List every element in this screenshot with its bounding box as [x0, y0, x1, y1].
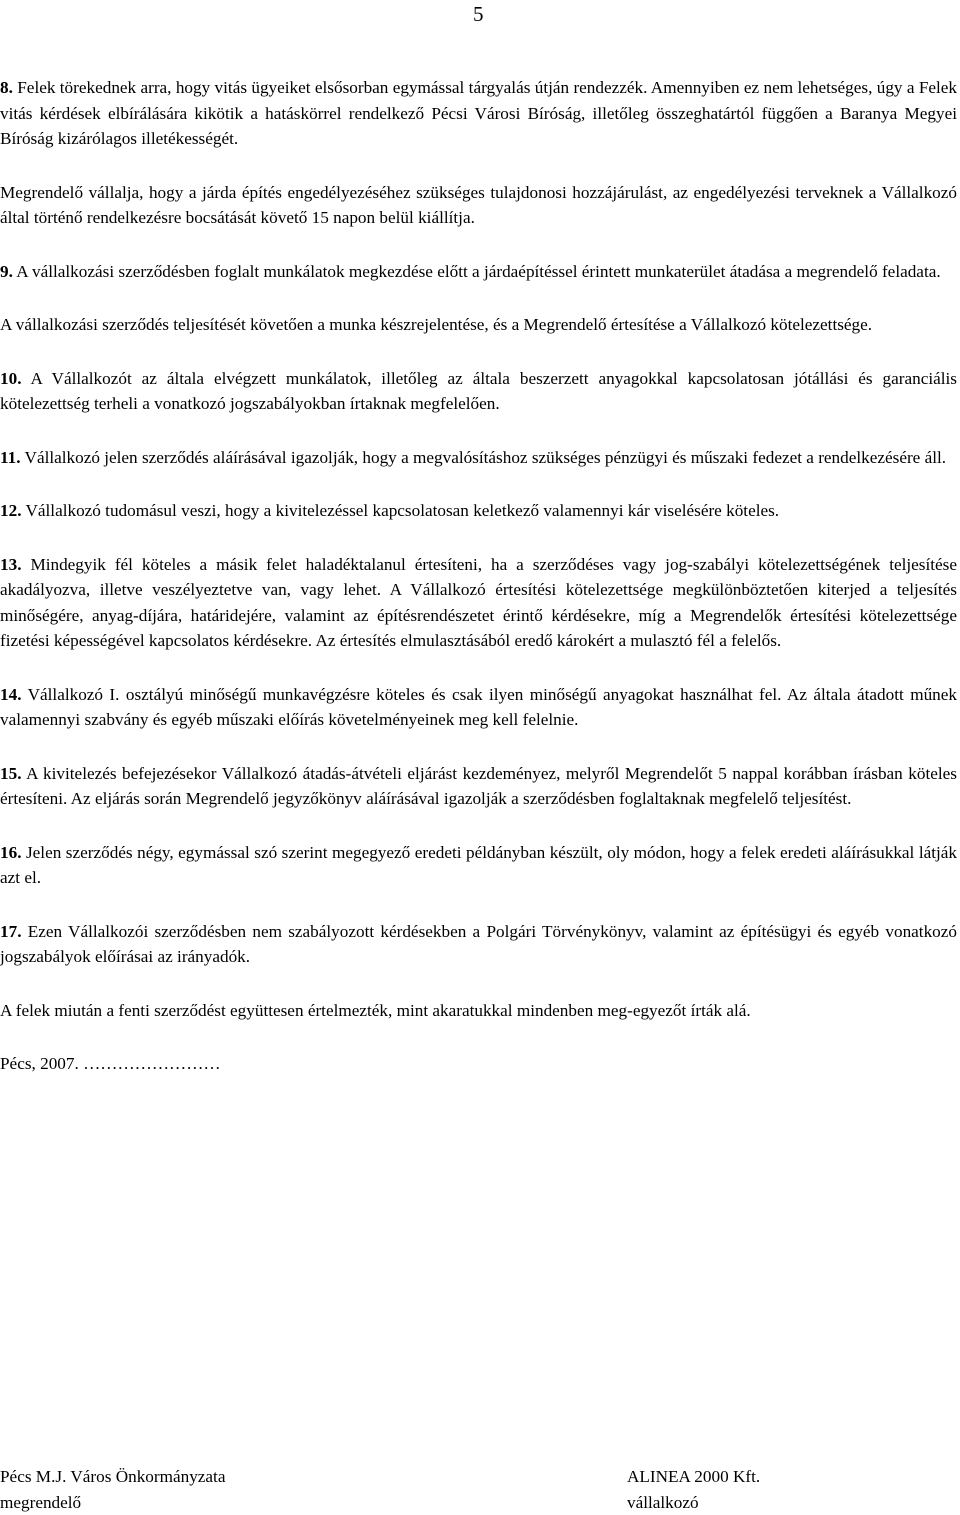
paragraph-17 — [0, 919, 957, 970]
clause-number: 16. — [0, 843, 21, 862]
clause-number: 13. — [0, 555, 21, 574]
paragraph-text: Vállalkozó tudomásul veszi, hogy a kivitelezéssel kapcsolatosan keletkező valamennyi kár viselésére köteles. — [25, 501, 779, 520]
paragraph-text: Mindegyik fél köteles a másik felet haladéktalanul értesíteni, ha a szerződéses vagy jog-szabályi kötelezettségének teljesítése akadályozva, illetve veszélyeztetve van, vagy lehet. A Vállalkozó értesítési kötelezettsége megkülönböztetően kiterjed a teljesítés minőségére, anyag-díjára, határidejére, valamint az építésrendészetet érintő kérdésekre, míg a Megrendelők értesítési kötelezettsége fizetési képességével kapcsolatos kérdésekre. Az értesítés elmulasztásából eredő károkért a mulasztó fél a felelős. — [0, 555, 957, 651]
signatory-role: vállalkozó — [627, 1490, 760, 1515]
paragraph-11 — [0, 445, 957, 471]
clause-number: 15. — [0, 764, 21, 783]
contract-body — [0, 75, 957, 1105]
paragraph-text: A Vállalkozót az általa elvégzett munkálatok, illetőleg az általa beszerzett anyagokkal kapcsolatosan jótállási és garanciális kötelezettség terheli a vonatkozó jogszabályokban írtaknak megfelelően. — [0, 369, 957, 414]
paragraph-text: Ezen Vállalkozói szerződésben nem szabályozott kérdésekben a Polgári Törvénykönyv, valamint az építésügyi és egyéb vonatkozó jogszabályok előírásai az irányadók. — [0, 922, 957, 967]
clause-number: 9. — [0, 262, 13, 281]
paragraph-text: A vállalkozási szerződés teljesítését követően a munka készrejelentése, és a Megrendelő értesítése a Vállalkozó kötelezettsége. — [0, 315, 872, 334]
signature-block-client — [0, 1464, 225, 1515]
paragraph-text: Megrendelő vállalja, hogy a járda építés engedélyezéséhez szükséges tulajdonosi hozzájárulást, az engedélyezési terveknek a Vállalkozó által történő rendelkezésre bocsátását követő 15 napon belül kiállítja. — [0, 183, 957, 228]
clause-number: 8. — [0, 78, 13, 97]
paragraph-8b — [0, 180, 957, 231]
clause-number: 10. — [0, 369, 21, 388]
page-number: 5 — [473, 2, 484, 27]
paragraph-text: Jelen szerződés négy, egymással szó szerint megegyező eredeti példányban készült, oly módon, hogy a felek eredeti aláírásukkal látják azt el. — [0, 843, 957, 888]
place-date: Pécs, 2007. …………………… — [0, 1051, 957, 1077]
paragraph-text: A felek miután a fenti szerződést együttesen értelmezték, mint akaratukkal mindenben meg-egyezőt írták alá. — [0, 1001, 751, 1020]
paragraph-8 — [0, 75, 957, 152]
paragraph-15 — [0, 761, 957, 812]
paragraph-9 — [0, 259, 957, 285]
paragraph-text: A vállalkozási szerződésben foglalt munkálatok megkezdése előtt a járdaépítéssel érintett munkaterület átadása a megrendelő feladata. — [16, 262, 940, 281]
clause-number: 17. — [0, 922, 21, 941]
signatory-name: Pécs M.J. Város Önkormányzata — [0, 1464, 225, 1490]
paragraph-closing — [0, 998, 957, 1024]
clause-number: 14. — [0, 685, 21, 704]
paragraph-12 — [0, 498, 957, 524]
paragraph-text: Felek törekednek arra, hogy vitás ügyeiket elsősorban egymással tárgyalás útján rendezzék. Amennyiben ez nem lehetséges, úgy a Felek vitás kérdések elbírálására kikötik a hatáskörrel rendelkező Pécsi Városi Bíróság, illetőleg összeghatártól függően a Baranya Megyei Bíróság kizárólagos illetékességét. — [0, 78, 957, 148]
paragraph-9b — [0, 312, 957, 338]
signature-block-contractor — [627, 1464, 760, 1515]
paragraph-14 — [0, 682, 957, 733]
paragraph-13 — [0, 552, 957, 654]
signatory-name: ALINEA 2000 Kft. — [627, 1464, 760, 1490]
paragraph-16 — [0, 840, 957, 891]
clause-number: 11. — [0, 448, 21, 467]
paragraph-text: Vállalkozó jelen szerződés aláírásával igazolják, hogy a megvalósításhoz szükséges pénzügyi és műszaki fedezet a rendelkezésére áll. — [25, 448, 947, 467]
paragraph-10 — [0, 366, 957, 417]
paragraph-text: Vállalkozó I. osztályú minőségű munkavégzésre köteles és csak ilyen minőségű anyagokat használhat fel. Az általa átadott műnek valamennyi szabvány és egyéb műszaki előírás követelményeinek meg kell felelnie. — [0, 685, 957, 730]
clause-number: 12. — [0, 501, 21, 520]
paragraph-text: A kivitelezés befejezésekor Vállalkozó átadás-átvételi eljárást kezdeményez, melyről Megrendelőt 5 nappal korábban írásban köteles értesíteni. Az eljárás során Megrendelő jegyzőkönyv aláírásával igazolják a szerződésben foglaltaknak megfelelő teljesítést. — [0, 764, 957, 809]
signatory-role: megrendelő — [0, 1490, 225, 1515]
